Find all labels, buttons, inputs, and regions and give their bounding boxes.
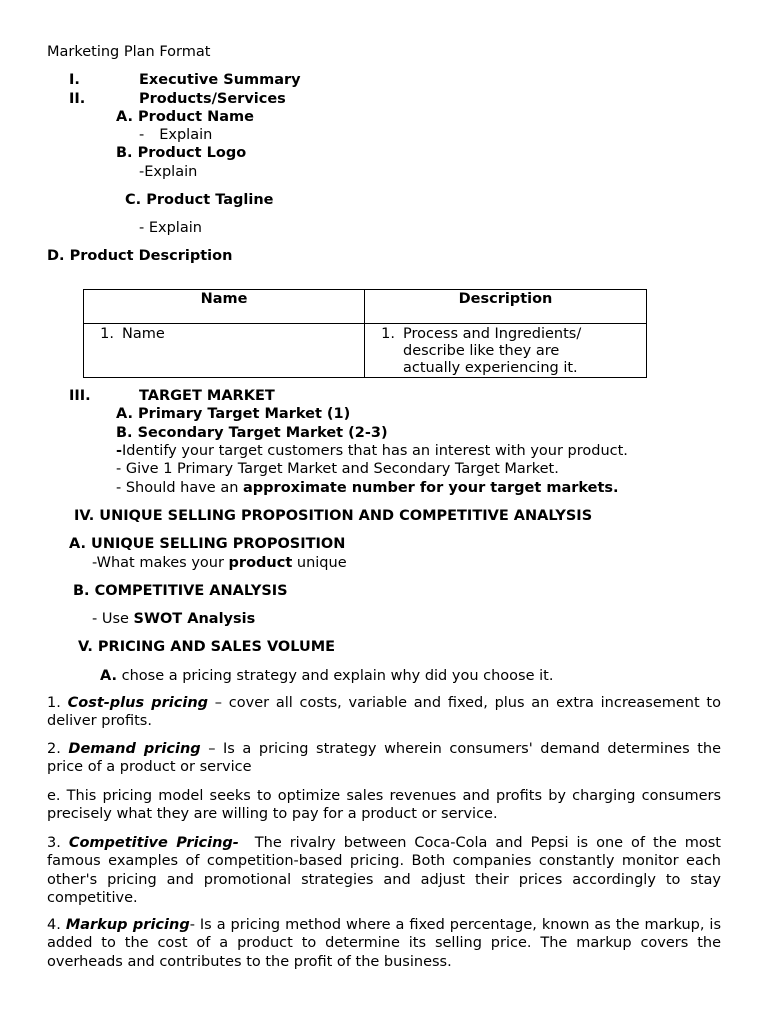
table-header-name: Name <box>84 290 365 324</box>
list-number: 1. <box>47 695 68 711</box>
table-row <box>84 324 647 378</box>
competitive-analysis-heading: B. COMPETITIVE ANALYSIS <box>73 583 288 599</box>
usp-text <box>92 554 347 572</box>
section-i <box>69 71 301 89</box>
explain-text: Explain <box>159 127 213 143</box>
pricing-instruction-text: chose a pricing strategy and explain why did you choose it. <box>117 668 554 684</box>
pricing-text: – cover all costs, variable and fixed, plus an extra increasement to deliver profits. <box>47 695 721 730</box>
document-title: Marketing Plan Format <box>47 44 211 60</box>
target-line-3-text: - Should have an <box>116 480 244 496</box>
section-iv-heading: IV. UNIQUE SELLING PROPOSITION AND COMPETITIVE ANALYSIS <box>74 508 593 524</box>
table-header-row <box>84 290 647 324</box>
target-line-3 <box>116 479 619 497</box>
target-line-3-bold: approximate number for your target markets. <box>243 480 619 496</box>
usp-text-post: unique <box>292 555 347 571</box>
table-cell-description <box>365 324 647 378</box>
ca-text-bold: SWOT Analysis <box>133 611 256 627</box>
pricing-item-2 <box>47 740 721 777</box>
product-tagline-explain: - Explain <box>139 220 202 236</box>
secondary-target-heading: B. Secondary Target Market (2-3) <box>116 425 388 441</box>
section-iii-numeral: III. <box>69 388 91 404</box>
pricing-text: The rivalry between Coca-Cola and Pepsi is one of the most famous examples of competition-based pricing. Both companies constantly monitor each other's pricing and promotional strategies and adjust their prices accordingly to stay competitive. <box>47 835 726 906</box>
primary-target-heading: A. Primary Target Market (1) <box>116 406 351 422</box>
pricing-text: e. This pricing model seeks to optimize sales revenues and profits by charging consumers precisely what they are willing to pay for a product or service. <box>47 788 721 823</box>
product-description-heading: D. Product Description <box>47 248 233 264</box>
bullet-dash: - <box>139 127 145 143</box>
pricing-text: – Is a pricing strategy wherein consumers' demand determines the price of a product or service <box>47 741 721 776</box>
pricing-term: Competitive Pricing- <box>68 835 239 851</box>
pricing-item-4 <box>47 916 721 971</box>
table-header-description: Description <box>365 290 647 324</box>
pricing-item-3 <box>47 834 726 907</box>
section-ii-label: Products/Services <box>139 91 286 107</box>
section-v-heading: V. PRICING AND SALES VOLUME <box>78 639 336 655</box>
section-i-numeral: I. <box>69 72 80 88</box>
product-tagline-heading: C. Product Tagline <box>125 192 274 208</box>
target-line-2: - Give 1 Primary Target Market and Secondary Target Market. <box>116 461 559 477</box>
bullet-dash: - <box>116 443 123 459</box>
pricing-term: Cost-plus pricing <box>67 695 209 711</box>
product-description-table <box>83 289 647 378</box>
pricing-instruction-label: A. <box>100 668 117 684</box>
list-number: 3. <box>47 835 69 851</box>
section-i-label: Executive Summary <box>139 72 301 88</box>
pricing-instruction <box>100 667 553 685</box>
pricing-text: - Is a pricing method where a fixed percentage, known as the markup, is added to the cost of a product to determine its selling price. The markup covers the overheads and contributes to the profit of the business. <box>47 917 721 970</box>
list-number: 2. <box>47 741 69 757</box>
section-iii-label: TARGET MARKET <box>139 388 275 404</box>
product-name-heading: A. Product Name <box>116 109 254 125</box>
product-logo-heading: B. Product Logo <box>116 145 247 161</box>
pricing-term: Demand pricing <box>68 741 201 757</box>
pricing-term: Markup pricing <box>65 917 190 933</box>
cell-text: Process and Ingredients/ describe like they are actually experiencing it. <box>403 326 582 376</box>
pricing-item-note <box>47 787 721 824</box>
ca-text-pre: - Use <box>92 611 134 627</box>
product-logo-explain: -Explain <box>139 164 198 180</box>
product-name-explain <box>139 126 212 144</box>
usp-text-pre: -What makes your <box>92 555 229 571</box>
usp-heading: A. UNIQUE SELLING PROPOSITION <box>69 536 346 552</box>
target-line-1 <box>116 442 628 460</box>
cell-text: Name <box>122 326 165 342</box>
table-cell-name <box>84 324 365 378</box>
list-number: 4. <box>47 917 66 933</box>
competitive-analysis-text <box>92 610 255 628</box>
section-iii <box>69 387 275 405</box>
usp-text-bold: product <box>228 555 293 571</box>
section-ii <box>69 90 286 108</box>
target-line-1-text: Identify your target customers that has an interest with your product. <box>122 443 628 459</box>
section-ii-numeral: II. <box>69 91 86 107</box>
pricing-item-1 <box>47 694 721 731</box>
list-number: 1. <box>381 326 395 342</box>
list-number: 1. <box>100 326 114 342</box>
